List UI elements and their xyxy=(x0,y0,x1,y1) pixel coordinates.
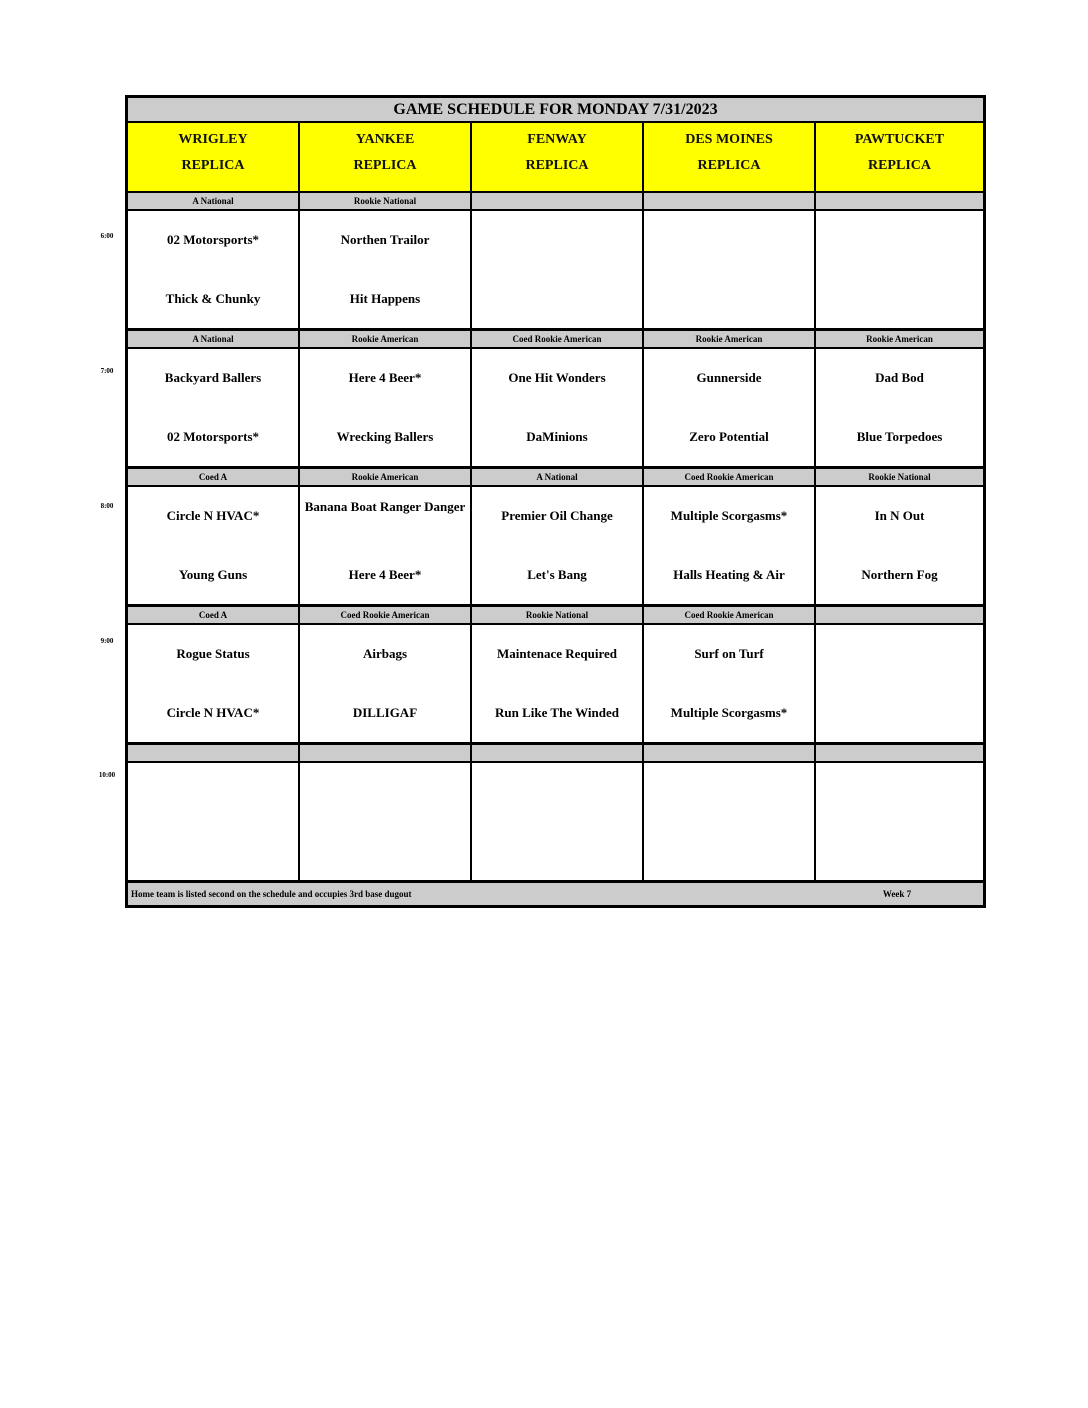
game-cell xyxy=(816,211,983,328)
schedule-footer xyxy=(128,883,983,905)
field-header xyxy=(644,123,816,191)
division-label: Rookie National xyxy=(816,469,983,485)
home-team: Run Like The Winded xyxy=(495,705,619,720)
game-cell xyxy=(644,349,816,466)
time-label: 7:00 xyxy=(100,367,114,375)
schedule-title: GAME SCHEDULE FOR MONDAY 7/31/2023 xyxy=(128,98,983,123)
home-team: Hit Happens xyxy=(349,291,421,306)
home-team: Northern Fog xyxy=(861,567,938,582)
game-row xyxy=(128,349,983,469)
away-team: Northen Trailor xyxy=(340,232,430,247)
away-team: Surf on Turf xyxy=(694,646,764,661)
game-cell xyxy=(816,487,983,604)
division-label: A National xyxy=(128,193,300,209)
field-sub: REPLICA xyxy=(525,158,589,173)
game-row xyxy=(128,487,983,607)
field-name: FENWAY xyxy=(527,132,587,147)
game-cell xyxy=(128,763,300,880)
division-label: Coed A xyxy=(128,607,300,623)
home-team: Halls Heating & Air xyxy=(673,567,785,582)
field-sub: REPLICA xyxy=(181,158,245,173)
field-header-row xyxy=(128,123,983,193)
away-team: Airbags xyxy=(362,646,408,661)
field-header xyxy=(816,123,983,191)
home-team: Zero Potential xyxy=(689,429,769,444)
game-cell xyxy=(644,487,816,604)
home-team: Young Guns xyxy=(178,567,248,582)
game-cell xyxy=(472,487,644,604)
game-cell xyxy=(644,211,816,328)
division-label xyxy=(644,745,816,761)
field-name: PAWTUCKET xyxy=(854,132,945,147)
division-label xyxy=(644,193,816,209)
division-label: Coed Rookie American xyxy=(644,607,816,623)
away-team: 02 Motorsports* xyxy=(166,232,260,247)
game-cell xyxy=(128,349,300,466)
division-label: Coed Rookie American xyxy=(300,607,472,623)
home-team: Let's Bang xyxy=(527,567,587,582)
field-sub: REPLICA xyxy=(867,158,931,173)
away-team: Here 4 Beer* xyxy=(348,370,422,385)
game-cell xyxy=(128,625,300,742)
game-cell xyxy=(300,211,472,328)
game-cell xyxy=(472,763,644,880)
game-cell xyxy=(644,625,816,742)
field-header xyxy=(300,123,472,191)
division-label: Coed A xyxy=(128,469,300,485)
division-row xyxy=(128,193,983,211)
division-label: Coed Rookie American xyxy=(644,469,816,485)
field-sub: REPLICA xyxy=(353,158,417,173)
time-label: 9:00 xyxy=(100,637,114,645)
division-label: A National xyxy=(472,469,644,485)
game-cell xyxy=(300,487,472,604)
game-cell xyxy=(644,763,816,880)
division-row xyxy=(128,469,983,487)
home-team: Thick & Chunky xyxy=(165,291,261,306)
division-label: Rookie National xyxy=(300,193,472,209)
division-label xyxy=(300,745,472,761)
home-team: Here 4 Beer* xyxy=(348,567,422,582)
away-team: Circle N HVAC* xyxy=(166,508,260,523)
division-label xyxy=(472,745,644,761)
division-row xyxy=(128,607,983,625)
game-cell xyxy=(816,763,983,880)
field-header xyxy=(128,123,300,191)
division-label: Rookie National xyxy=(472,607,644,623)
game-cell xyxy=(472,211,644,328)
division-label: Rookie American xyxy=(816,331,983,347)
game-cell xyxy=(128,487,300,604)
home-team: Circle N HVAC* xyxy=(166,705,260,720)
home-team: Wrecking Ballers xyxy=(336,429,434,444)
game-row xyxy=(128,763,983,883)
division-label: Rookie American xyxy=(300,469,472,485)
division-label: Rookie American xyxy=(300,331,472,347)
away-team: Rogue Status xyxy=(176,646,250,661)
division-label xyxy=(816,607,983,623)
away-team: Gunnerside xyxy=(696,370,762,385)
field-name: DES MOINES xyxy=(685,132,773,147)
schedule-table xyxy=(125,95,986,908)
game-cell xyxy=(300,625,472,742)
division-row xyxy=(128,331,983,349)
division-row xyxy=(128,745,983,763)
away-team: Multiple Scorgasms* xyxy=(670,508,788,523)
game-cell xyxy=(816,625,983,742)
game-row xyxy=(128,211,983,331)
game-cell xyxy=(472,625,644,742)
field-name: YANKEE xyxy=(355,132,415,147)
week-label: Week 7 xyxy=(882,889,912,899)
home-team: 02 Motorsports* xyxy=(166,429,260,444)
game-cell xyxy=(300,763,472,880)
footer-note: Home team is listed second on the schedule and occupies 3rd base dugout xyxy=(131,889,412,899)
field-sub: REPLICA xyxy=(697,158,761,173)
time-label: 8:00 xyxy=(100,502,114,510)
away-team: Dad Bod xyxy=(875,370,924,385)
away-team: Backyard Ballers xyxy=(164,370,262,385)
field-name: WRIGLEY xyxy=(178,132,248,147)
home-team: DILLIGAF xyxy=(352,705,418,720)
division-label: Coed Rookie American xyxy=(472,331,644,347)
away-team: Banana Boat Ranger Danger xyxy=(304,499,466,514)
home-team: Multiple Scorgasms* xyxy=(670,705,788,720)
division-label xyxy=(472,193,644,209)
game-cell xyxy=(472,349,644,466)
away-team: One Hit Wonders xyxy=(508,370,606,385)
home-team: Blue Torpedoes xyxy=(856,429,943,444)
game-cell xyxy=(816,349,983,466)
division-label: A National xyxy=(128,331,300,347)
division-label: Rookie American xyxy=(644,331,816,347)
time-label: 6:00 xyxy=(100,232,114,240)
game-cell xyxy=(300,349,472,466)
division-label xyxy=(128,745,300,761)
game-row xyxy=(128,625,983,745)
field-header xyxy=(472,123,644,191)
time-label: 10:00 xyxy=(98,771,116,779)
division-label xyxy=(816,745,983,761)
away-team: Premier Oil Change xyxy=(501,508,613,523)
game-cell xyxy=(128,211,300,328)
home-team: DaMinions xyxy=(526,429,588,444)
away-team: In N Out xyxy=(874,508,925,523)
division-label xyxy=(816,193,983,209)
away-team: Maintenace Required xyxy=(497,646,617,661)
